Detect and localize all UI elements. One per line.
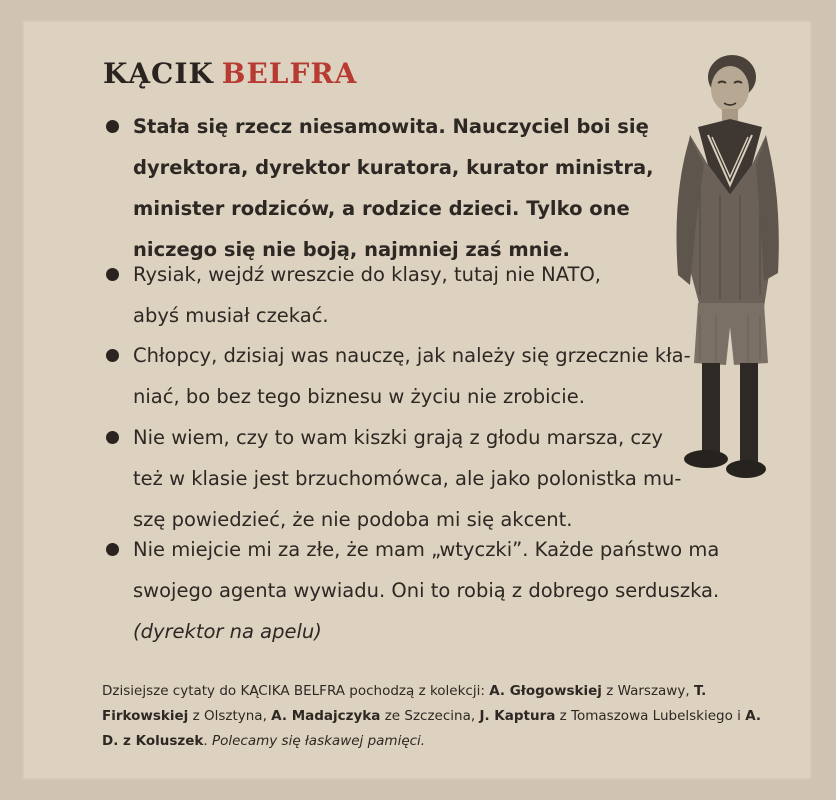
bullet-icon (106, 268, 119, 281)
page-title (103, 57, 357, 90)
contributor-city: ze Szczecina, (384, 708, 476, 724)
boy-in-sailor-suit-illustration (660, 45, 790, 495)
quote-line: szę powiedzieć, że nie podoba mi się akcent. (133, 508, 573, 531)
contributor-name: A. Madajczyka (271, 708, 381, 724)
quote-line: niać, bo bez tego biznesu w życiu nie zrobicie. (133, 385, 585, 408)
quote-1 (133, 106, 693, 270)
quote-4 (133, 417, 693, 540)
sources-footer: Dzisiejsze cytaty do KĄCIKA BELFRA pochodzą z kolekcji: A. Głogowskiej z Warszawy, T. Firkowskiej z Olsztyna, A. Madajczyka ze Szczecina, J. Kaptura z Tomaszowa Lubelskiego i A. D. z Koluszek. Polecamy się łaskawej pamięci. (102, 683, 762, 749)
quote-line: minister rodziców, a rodzice dzieci. Tylko one (133, 197, 630, 220)
footer-closing: Polecamy się łaskawej pamięci. (211, 733, 426, 749)
title-part-belfra: BELFRA (221, 57, 358, 90)
quote-line: swojego agenta wywiadu. Oni to robią z dobrego serduszka. (133, 579, 720, 602)
contributor-name: A. D. z Koluszek (102, 708, 762, 749)
bullet-icon (106, 349, 119, 362)
contributor-name: A. Głogowskiej (489, 683, 602, 699)
title-part-kacik: KĄCIK (103, 57, 214, 90)
quote-line: abyś musiał czekać. (133, 304, 329, 327)
quote-line: niczego się nie boją, najmniej zaś mnie. (133, 238, 570, 261)
quote-2 (133, 254, 693, 336)
contributor-city: z Warszawy, (606, 683, 690, 699)
contributor-city: z Olsztyna, (192, 708, 267, 724)
contributor-city: z Tomaszowa Lubelskiego i (559, 708, 741, 724)
quote-line: Rysiak, wejdź wreszcie do klasy, tutaj nie NATO, (133, 263, 601, 286)
bullet-icon (106, 431, 119, 444)
quote-3 (133, 335, 693, 417)
contributor-name: T. Firkowskiej (102, 683, 707, 724)
bullet-icon (106, 543, 119, 556)
quote-5 (133, 529, 753, 652)
bullet-icon (106, 120, 119, 133)
quote-line: Chłopcy, dzisiaj was nauczę, jak należy się grzecznie kła- (133, 344, 691, 367)
contributor-name: J. Kaptura (479, 708, 556, 724)
footer-intro: Dzisiejsze cytaty do KĄCIKA BELFRA pochodzą z kolekcji: (102, 683, 485, 699)
quote-line: dyrektora, dyrektor kuratora, kurator ministra, (133, 156, 654, 179)
quote-line: Stała się rzecz niesamowita. Nauczyciel boi się (133, 115, 649, 138)
quote-line: Nie wiem, czy to wam kiszki grają z głodu marsza, czy (133, 426, 663, 449)
quote-attribution: (dyrektor na apelu) (133, 620, 322, 643)
quote-line: też w klasie jest brzuchomówca, ale jako polonistka mu- (133, 467, 682, 490)
quote-line: Nie miejcie mi za złe, że mam „wtyczki”. Każde państwo ma (133, 538, 720, 561)
